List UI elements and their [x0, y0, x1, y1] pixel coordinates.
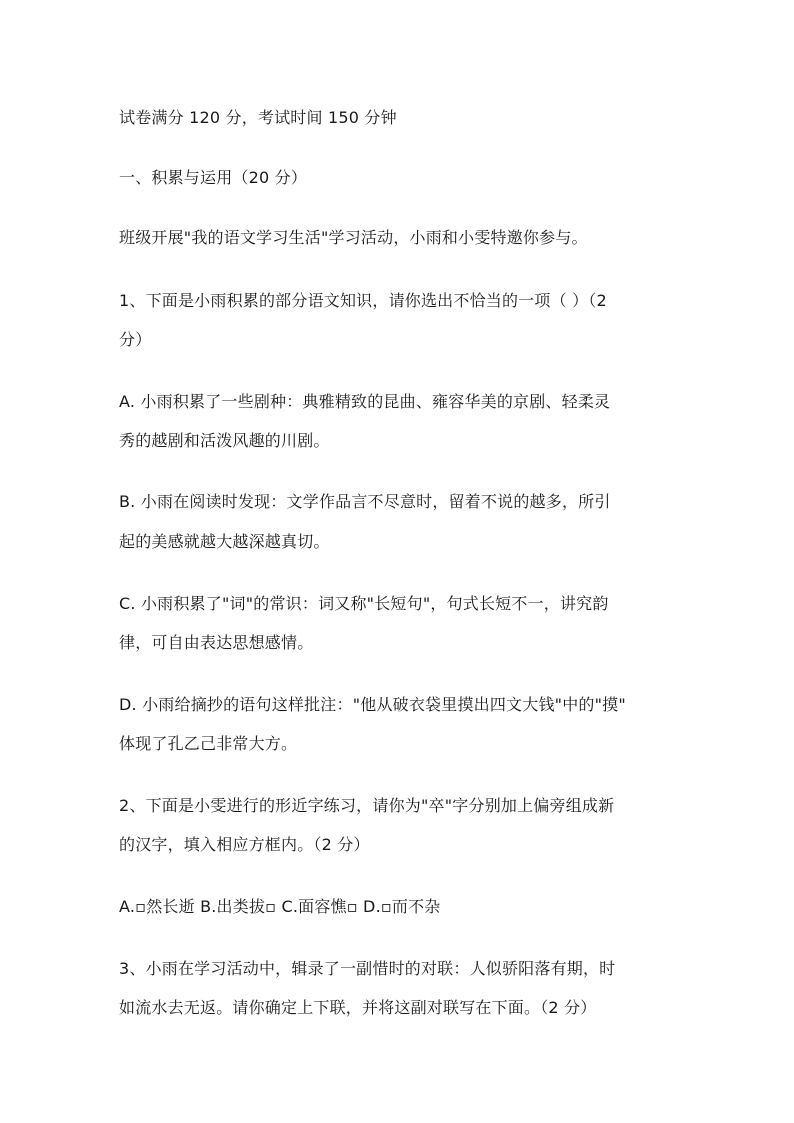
question-2-line-2: 的汉字，填入相应方框内。（2 分） — [119, 835, 370, 854]
question-1-line-2: 分） — [119, 330, 152, 349]
option-c-line-1: C. 小雨积累了"词"的常识：词又称"长短句"，句式长短不一，讲究韵 — [119, 594, 609, 613]
question-3-line-2: 如流水去无返。请你确定上下联，并将这副对联写在下面。（2 分） — [119, 998, 597, 1017]
option-d-line-1: D. 小雨给摘抄的语句这样批注："他从破衣袋里摸出四文大钱"中的"摸" — [119, 695, 626, 714]
option-a-line-1: A. 小雨积累了一些剧种：典雅精致的昆曲、雍容华美的京剧、轻柔灵 — [119, 392, 611, 411]
option-d-line-2: 体现了孔乙己非常大方。 — [119, 734, 298, 753]
exam-info: 试卷满分 120 分，考试时间 150 分钟 — [119, 108, 397, 127]
section-heading: 一、积累与运用（20 分） — [119, 168, 308, 187]
question-3-line-1: 3、小雨在学习活动中，辑录了一副惜时的对联：人似骄阳落有期，时 — [119, 959, 616, 978]
intro-paragraph: 班级开展"我的语文学习生活"学习活动，小雨和小雯特邀你参与。 — [119, 228, 588, 247]
question-1-line-1: 1、下面是小雨积累的部分语文知识，请你选出不恰当的一项（ ）（2 — [119, 291, 607, 310]
option-b-line-1: B. 小雨在阅读时发现：文学作品言不尽意时，留着不说的越多，所引 — [119, 492, 611, 511]
question-2-line-1: 2、下面是小雯进行的形近字练习，请你为"卒"字分别加上偏旁组成新 — [119, 796, 615, 815]
question-2-options: A.▫然长逝 B.出类拔▫ C.面容憔▫ D.▫而不杂 — [119, 897, 441, 916]
option-b-line-2: 起的美感就越大越深越真切。 — [119, 532, 330, 551]
option-a-line-2: 秀的越剧和活泼风趣的川剧。 — [119, 431, 330, 450]
option-c-line-2: 律，可自由表达思想感情。 — [119, 633, 314, 652]
